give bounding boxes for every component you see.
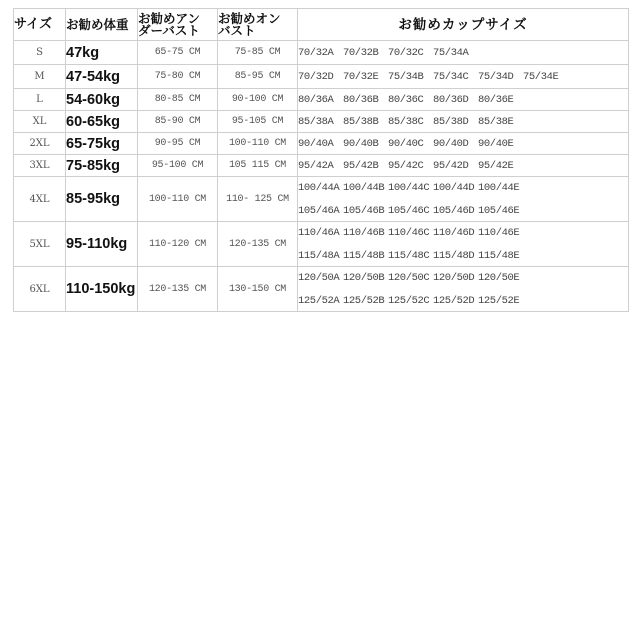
cup-size: 120/50C bbox=[388, 271, 430, 284]
onbust-cell: 85-95 CM bbox=[218, 65, 298, 89]
table-body bbox=[14, 41, 629, 312]
table-row bbox=[14, 111, 629, 133]
cup-size: 95/42A bbox=[298, 159, 334, 172]
cup-size: 90/40B bbox=[343, 137, 379, 150]
cup-size: 110/46D bbox=[433, 226, 475, 239]
size-cell: 6XL bbox=[14, 267, 66, 312]
cup-size: 120/50B bbox=[343, 271, 385, 284]
cup-size: 115/48A bbox=[298, 249, 340, 262]
underbust-cell: 100-110 CM bbox=[138, 177, 218, 222]
header-underbust-line2: ダーバスト bbox=[138, 22, 200, 38]
onbust-cell: 105 115 CM bbox=[218, 155, 298, 177]
cup-size: 90/40D bbox=[433, 137, 469, 150]
onbust-cell: 90-100 CM bbox=[218, 89, 298, 111]
cup-size: 100/44E bbox=[478, 181, 520, 194]
cup-line bbox=[298, 138, 628, 150]
cup-size: 110/46C bbox=[388, 226, 430, 239]
cup-line bbox=[298, 47, 628, 59]
onbust-cell: 130-150 CM bbox=[218, 267, 298, 312]
cup-size: 115/48E bbox=[478, 249, 520, 262]
cup-line bbox=[298, 295, 628, 307]
cup-size: 115/48D bbox=[433, 249, 475, 262]
cup-size: 100/44C bbox=[388, 181, 430, 194]
onbust-cell: 100-110 CM bbox=[218, 133, 298, 155]
cup-size: 125/52D bbox=[433, 294, 475, 307]
cup-size: 75/34A bbox=[433, 46, 469, 59]
cup-size: 90/40E bbox=[478, 137, 514, 150]
header-underbust bbox=[138, 9, 218, 41]
size-chart bbox=[13, 8, 628, 307]
cup-cell bbox=[298, 177, 629, 222]
cup-cell bbox=[298, 111, 629, 133]
cup-size: 75/34E bbox=[523, 70, 559, 83]
onbust-cell: 95-105 CM bbox=[218, 111, 298, 133]
cup-size: 95/42E bbox=[478, 159, 514, 172]
cup-size: 110/46B bbox=[343, 226, 385, 239]
underbust-cell: 110-120 CM bbox=[138, 222, 218, 267]
cup-line bbox=[298, 71, 628, 83]
table-row bbox=[14, 177, 629, 222]
cup-cell bbox=[298, 222, 629, 267]
underbust-cell: 85-90 CM bbox=[138, 111, 218, 133]
size-cell: 5XL bbox=[14, 222, 66, 267]
cup-size: 70/32D bbox=[298, 70, 334, 83]
table-row bbox=[14, 267, 629, 312]
cup-size: 105/46C bbox=[388, 204, 430, 217]
weight-cell: 75-85kg bbox=[66, 155, 138, 177]
cup-size: 80/36E bbox=[478, 93, 514, 106]
cup-size: 80/36A bbox=[298, 93, 334, 106]
cup-size: 75/34B bbox=[388, 70, 424, 83]
cup-size: 90/40A bbox=[298, 137, 334, 150]
header-row bbox=[14, 9, 629, 41]
cup-line bbox=[298, 160, 628, 172]
size-cell: L bbox=[14, 89, 66, 111]
size-table bbox=[13, 8, 629, 312]
cup-size: 125/52C bbox=[388, 294, 430, 307]
cup-cell bbox=[298, 65, 629, 89]
cup-size: 120/50E bbox=[478, 271, 520, 284]
header-underbust-line1: お勧めアン bbox=[138, 10, 201, 26]
size-cell: S bbox=[14, 41, 66, 65]
size-cell: M bbox=[14, 65, 66, 89]
cup-size: 105/46B bbox=[343, 204, 385, 217]
table-row bbox=[14, 65, 629, 89]
header-cup: お勧めカップサイズ bbox=[298, 9, 629, 41]
cup-size: 95/42D bbox=[433, 159, 469, 172]
onbust-cell: 110- 125 CM bbox=[218, 177, 298, 222]
cup-cell bbox=[298, 89, 629, 111]
weight-cell: 47-54kg bbox=[66, 65, 138, 89]
cup-size: 90/40C bbox=[388, 137, 424, 150]
cup-size: 115/48B bbox=[343, 249, 385, 262]
underbust-cell: 80-85 CM bbox=[138, 89, 218, 111]
cup-size: 125/52A bbox=[298, 294, 340, 307]
underbust-cell: 90-95 CM bbox=[138, 133, 218, 155]
cup-line bbox=[298, 94, 628, 106]
cup-size: 100/44D bbox=[433, 181, 475, 194]
underbust-cell: 120-135 CM bbox=[138, 267, 218, 312]
cup-line bbox=[298, 250, 628, 262]
header-onbust-line1: お勧めオン bbox=[218, 10, 281, 26]
weight-cell: 110-150kg bbox=[66, 267, 138, 312]
cup-size: 125/52B bbox=[343, 294, 385, 307]
cup-size: 110/46E bbox=[478, 226, 520, 239]
cup-size: 85/38C bbox=[388, 115, 424, 128]
table-row bbox=[14, 41, 629, 65]
cup-cell bbox=[298, 41, 629, 65]
cup-size: 75/34C bbox=[433, 70, 469, 83]
cup-size: 105/46D bbox=[433, 204, 475, 217]
cup-cell bbox=[298, 155, 629, 177]
weight-cell: 60-65kg bbox=[66, 111, 138, 133]
table-row bbox=[14, 155, 629, 177]
header-size: サイズ bbox=[14, 9, 66, 41]
size-cell: 2XL bbox=[14, 133, 66, 155]
weight-cell: 95-110kg bbox=[66, 222, 138, 267]
cup-size: 115/48C bbox=[388, 249, 430, 262]
cup-size: 70/32C bbox=[388, 46, 424, 59]
weight-cell: 65-75kg bbox=[66, 133, 138, 155]
table-row bbox=[14, 222, 629, 267]
cup-size: 100/44B bbox=[343, 181, 385, 194]
cup-line bbox=[298, 182, 628, 194]
cup-size: 85/38D bbox=[433, 115, 469, 128]
underbust-cell: 75-80 CM bbox=[138, 65, 218, 89]
cup-size: 100/44A bbox=[298, 181, 340, 194]
size-cell: XL bbox=[14, 111, 66, 133]
underbust-cell: 95-100 CM bbox=[138, 155, 218, 177]
cup-line bbox=[298, 227, 628, 239]
cup-size: 80/36C bbox=[388, 93, 424, 106]
cup-cell bbox=[298, 267, 629, 312]
table-row bbox=[14, 89, 629, 111]
cup-size: 70/32A bbox=[298, 46, 334, 59]
size-cell: 4XL bbox=[14, 177, 66, 222]
cup-line bbox=[298, 272, 628, 284]
cup-line bbox=[298, 205, 628, 217]
cup-size: 95/42B bbox=[343, 159, 379, 172]
cup-cell bbox=[298, 133, 629, 155]
cup-size: 85/38B bbox=[343, 115, 379, 128]
cup-size: 105/46E bbox=[478, 204, 520, 217]
cup-size: 80/36D bbox=[433, 93, 469, 106]
weight-cell: 47kg bbox=[66, 41, 138, 65]
cup-size: 70/32B bbox=[343, 46, 379, 59]
cup-size: 85/38E bbox=[478, 115, 514, 128]
cup-size: 120/50A bbox=[298, 271, 340, 284]
header-onbust-line2: バスト bbox=[218, 22, 256, 38]
weight-cell: 85-95kg bbox=[66, 177, 138, 222]
cup-size: 125/52E bbox=[478, 294, 520, 307]
cup-size: 80/36B bbox=[343, 93, 379, 106]
table-row bbox=[14, 133, 629, 155]
cup-size: 110/46A bbox=[298, 226, 340, 239]
weight-cell: 54-60kg bbox=[66, 89, 138, 111]
header-weight: お勧め体重 bbox=[66, 9, 138, 41]
cup-line bbox=[298, 116, 628, 128]
onbust-cell: 75-85 CM bbox=[218, 41, 298, 65]
header-onbust bbox=[218, 9, 298, 41]
size-cell: 3XL bbox=[14, 155, 66, 177]
cup-size: 75/34D bbox=[478, 70, 514, 83]
cup-size: 120/50D bbox=[433, 271, 475, 284]
underbust-cell: 65-75 CM bbox=[138, 41, 218, 65]
cup-size: 70/32E bbox=[343, 70, 379, 83]
cup-size: 85/38A bbox=[298, 115, 334, 128]
cup-size: 95/42C bbox=[388, 159, 424, 172]
onbust-cell: 120-135 CM bbox=[218, 222, 298, 267]
cup-size: 105/46A bbox=[298, 204, 340, 217]
